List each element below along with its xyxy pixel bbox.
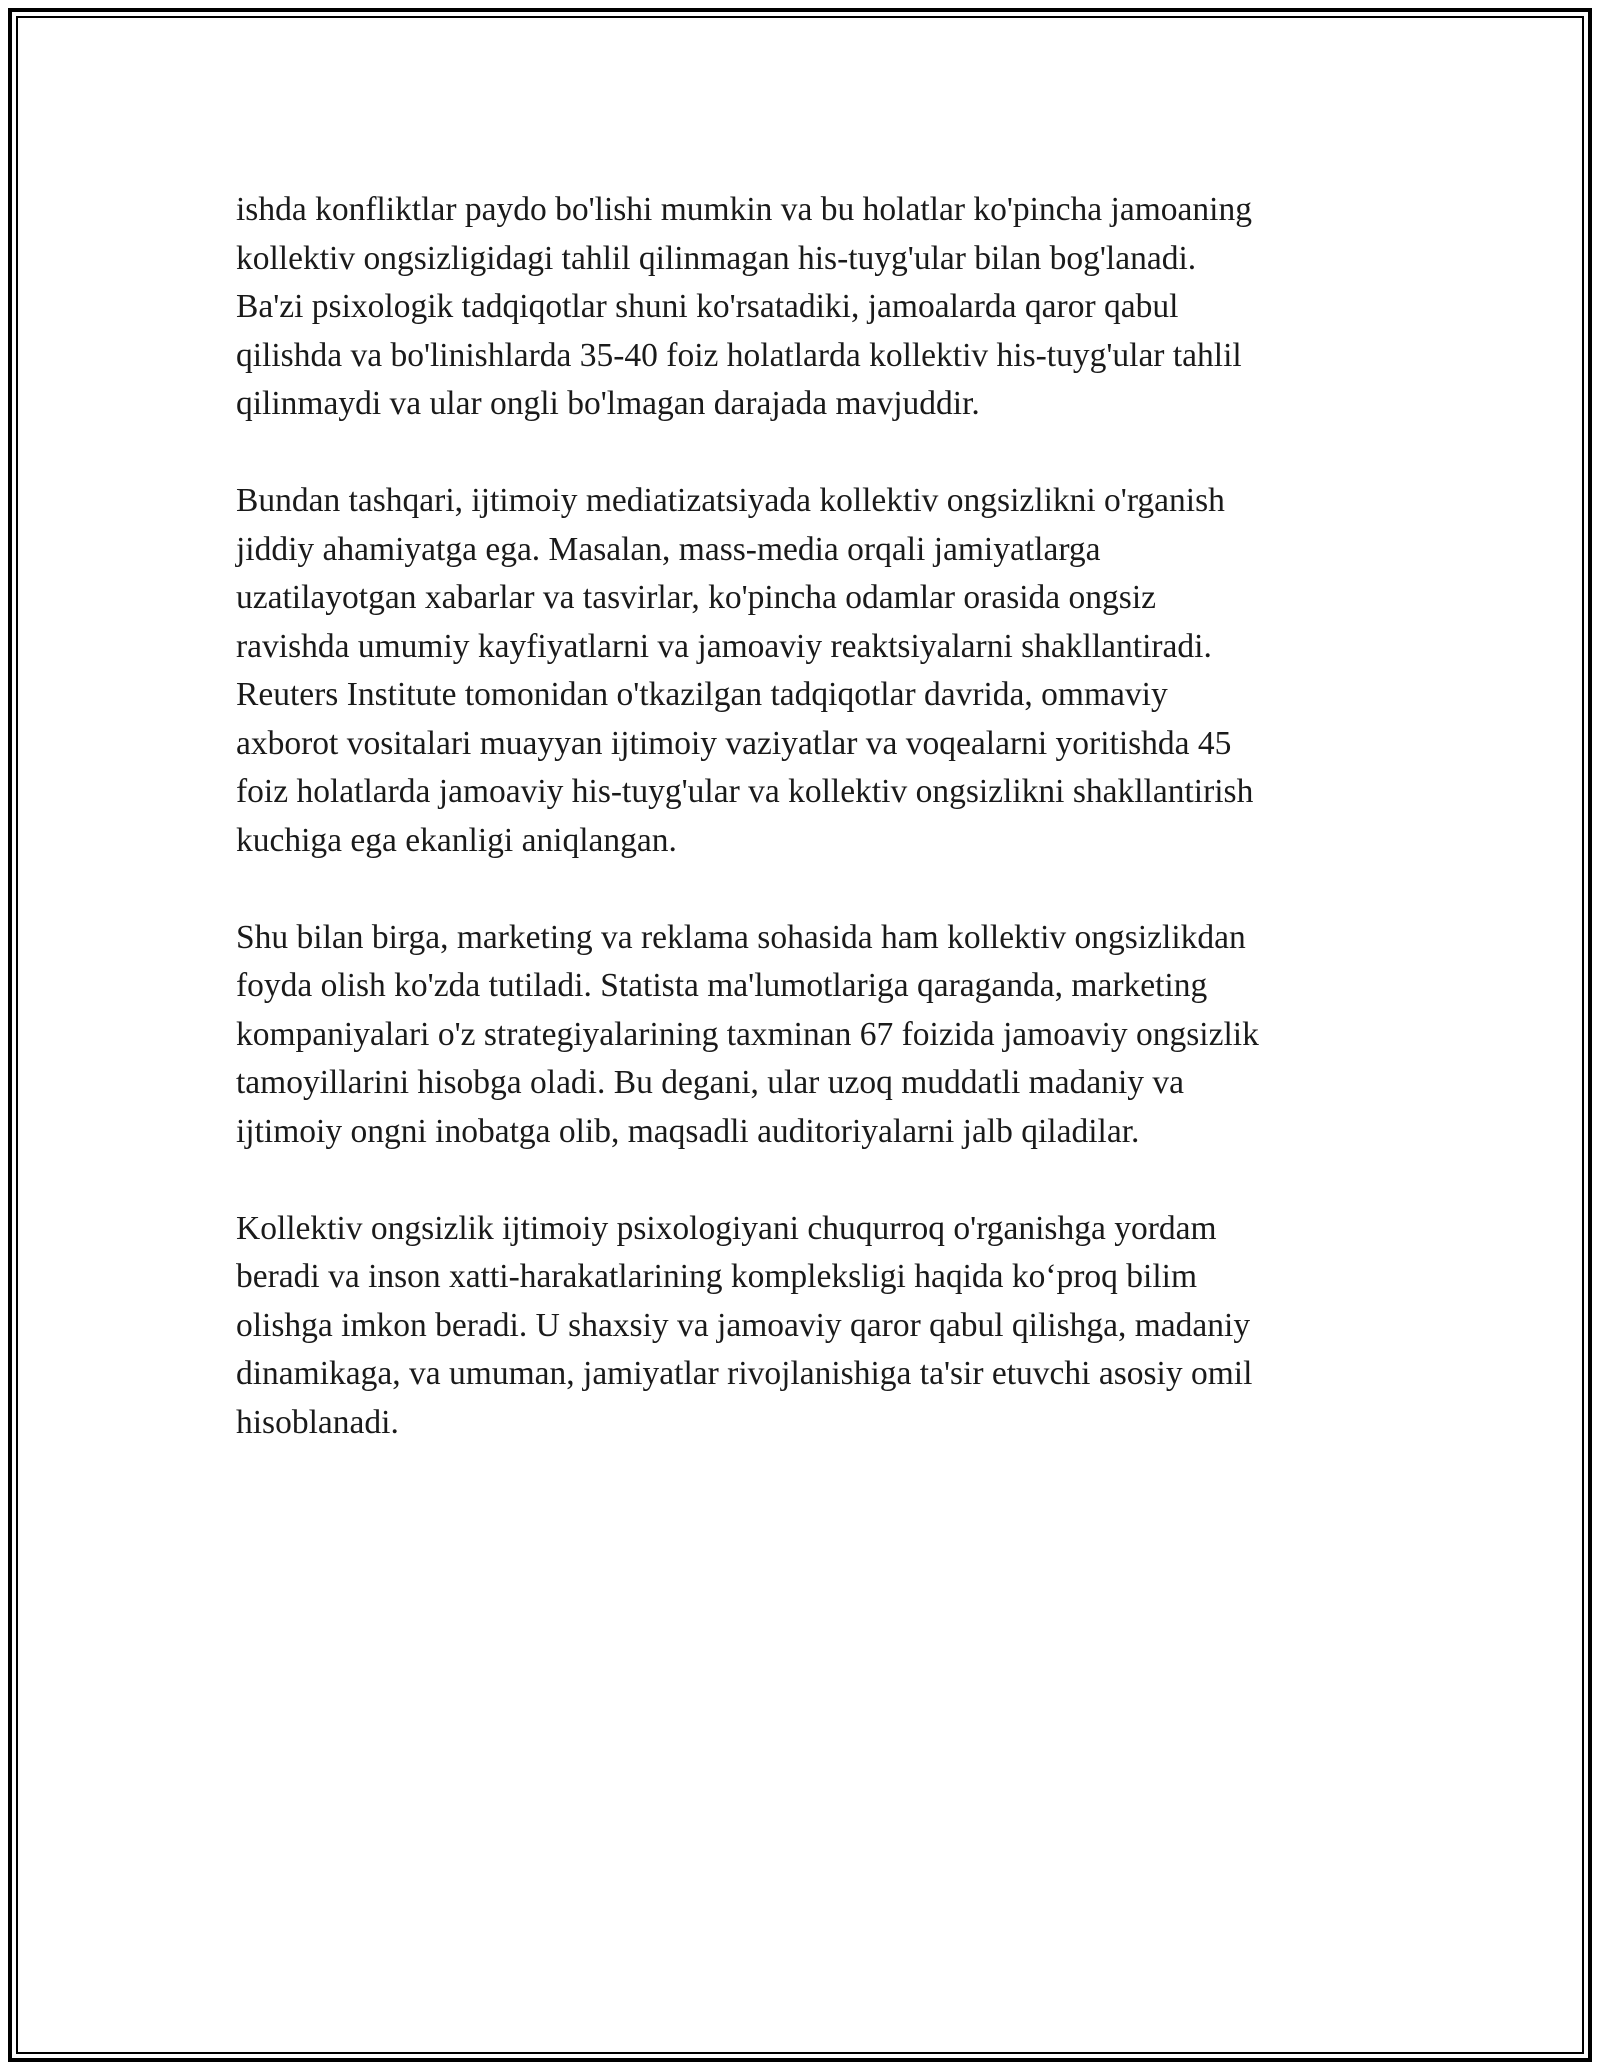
text-line: jiddiy ahamiyatga ega. Masalan, mass-media orqali jamiyatlarga (236, 530, 1101, 568)
text-line: axborot vositalari muayyan ijtimoiy vaziyatlar va voqealarni yoritishda 45 (236, 724, 1232, 762)
paragraph-conflicts (236, 186, 1366, 429)
text-line: dinamikaga, va umuman, jamiyatlar rivojlanishiga ta'sir etuvchi asosiy omil (236, 1355, 1253, 1392)
paragraph-marketing (236, 914, 1366, 1157)
text-line: Reuters Institute tomonidan o'tkazilgan tadqiqotlar davrida, ommaviy (236, 676, 1168, 713)
text-line: hisoblanadi. (236, 1403, 399, 1441)
text-line: ravishda umumiy kayfiyatlarni va jamoaviy reaktsiyalarni shakllantiradi. (236, 627, 1212, 665)
paragraph-mediatization (236, 477, 1366, 865)
text-line: Shu bilan birga, marketing va reklama sohasida ham kollektiv ongsizlikdan (236, 918, 1246, 956)
text-line: kuchiga ega ekanligi aniqlangan. (236, 821, 677, 859)
text-line: Ba'zi psixologik tadqiqotlar shuni ko'rsatadiki, jamoalarda qaror qabul (236, 288, 1179, 325)
text-line: qilinmaydi va ular ongli bo'lmagan darajada mavjuddir. (236, 385, 980, 422)
text-line: kompaniyalari o'z strategiyalarining taxminan 67 foizida jamoaviy ongsizlik (236, 1015, 1259, 1053)
document-body (236, 186, 1366, 1447)
text-line: Kollektiv ongsizlik ijtimoiy psixologiyani chuqurroq o'rganishga yordam (236, 1209, 1217, 1247)
text-line: foyda olish ko'zda tutiladi. Statista ma'lumotlariga qaraganda, marketing (236, 967, 1208, 1004)
text-line: qilishda va bo'linishlarda 35-40 foiz holatlarda kollektiv his-tuyg'ular tahlil (236, 336, 1242, 374)
text-line: Bundan tashqari, ijtimoiy mediatizatsiyada kollektiv ongsizlikni o'rganish (236, 482, 1225, 519)
text-line: kollektiv ongsizligidagi tahlil qilinmagan his-tuyg'ular bilan bog'lanadi. (236, 239, 1197, 277)
text-line: olishga imkon beradi. U shaxsiy va jamoaviy qaror qabul qilishga, madaniy (236, 1306, 1251, 1344)
text-line: ijtimoiy ongni inobatga olib, maqsadli auditoriyalarni jalb qiladilar. (236, 1112, 1140, 1150)
text-line: foiz holatlarda jamoaviy his-tuyg'ular va kollektiv ongsizlikni shakllantirish (236, 773, 1254, 810)
text-line: uzatilayotgan xabarlar va tasvirlar, ko'pincha odamlar orasida ongsiz (236, 579, 1157, 616)
text-line: beradi va inson xatti-harakatlarining kompleksligi haqida koʻproq bilim (236, 1258, 1198, 1295)
text-line: tamoyillarini hisobga oladi. Bu degani, ular uzoq muddatli madaniy va (236, 1064, 1185, 1101)
text-line: ishda konfliktlar paydo bo'lishi mumkin va bu holatlar ko'pincha jamoaning (236, 191, 1252, 228)
paragraph-conclusion (236, 1205, 1366, 1448)
